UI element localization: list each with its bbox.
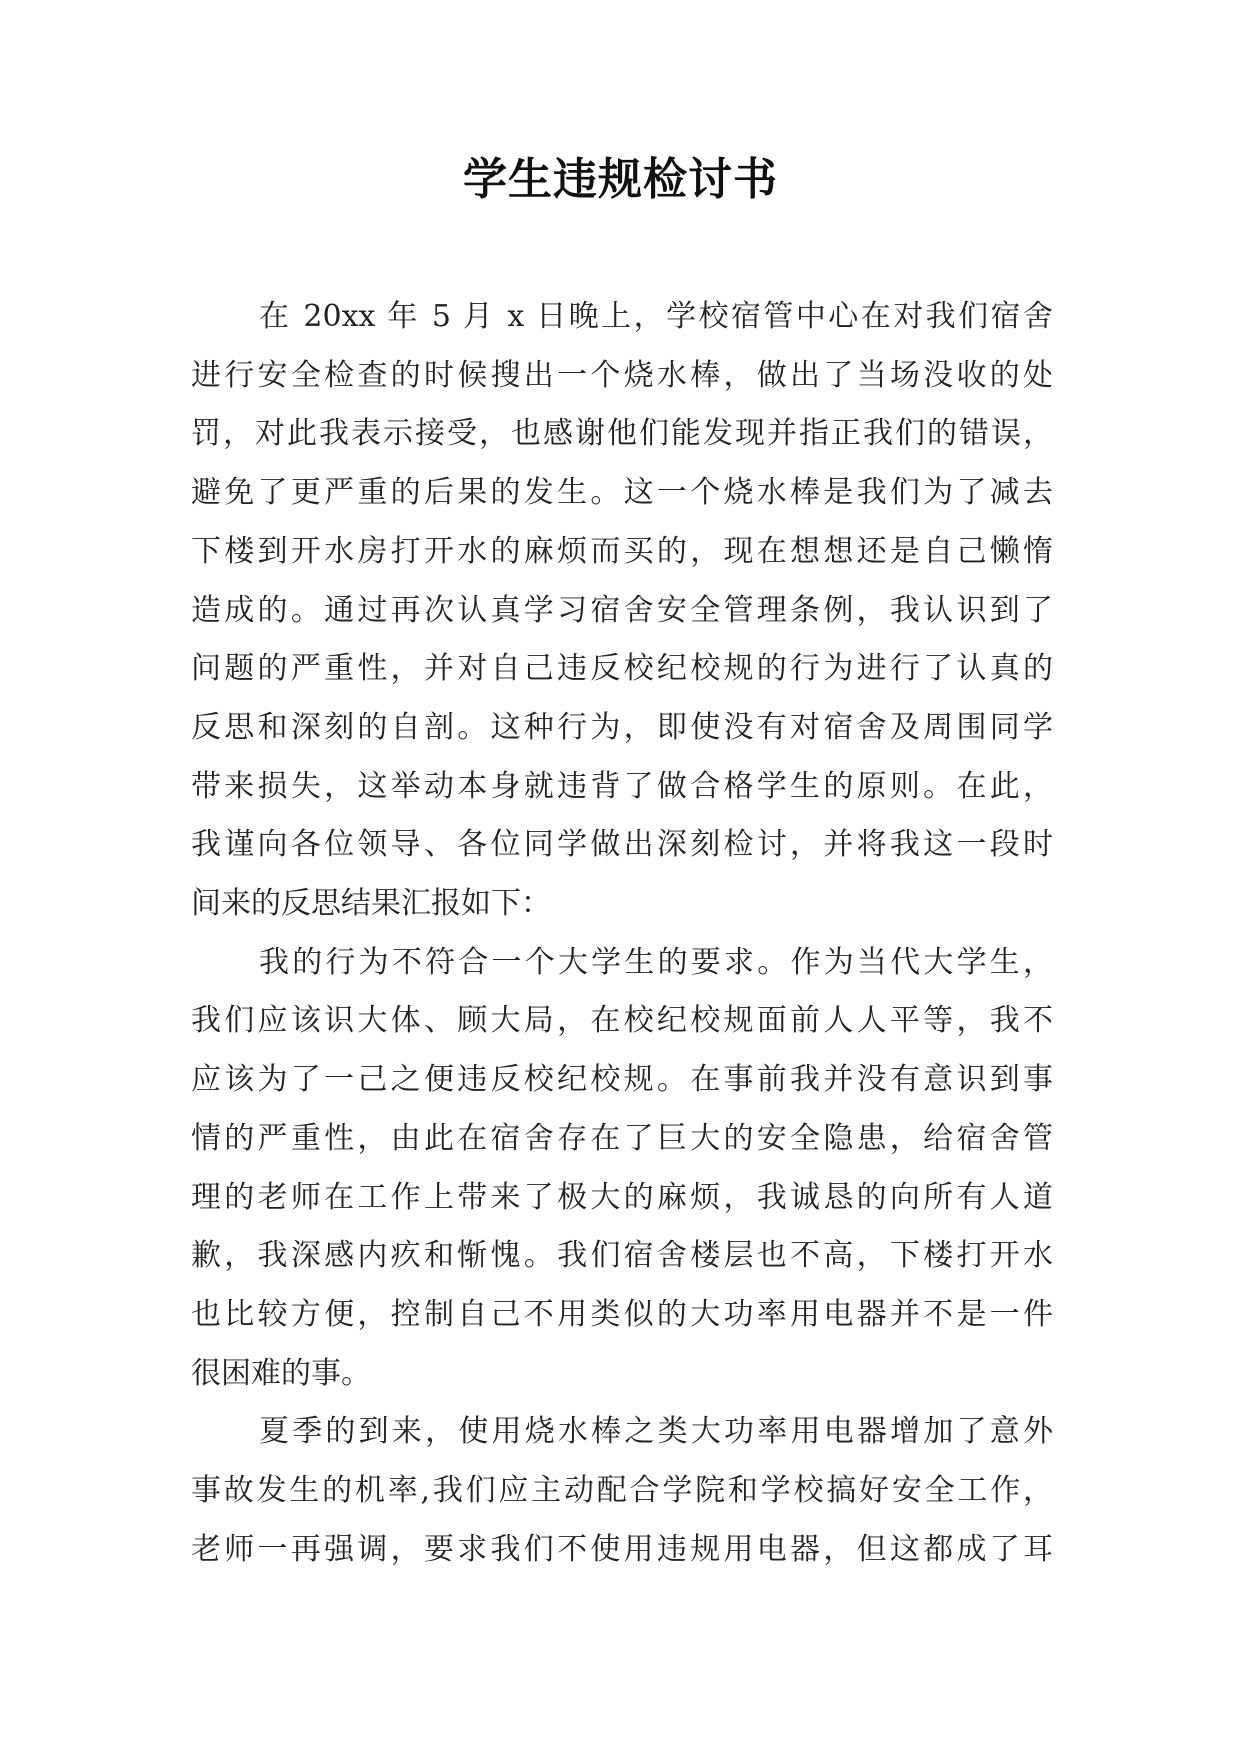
text-line: 进行安全检查的时候搜出一个烧水棒，做出了当场没收的处 <box>191 357 1053 393</box>
text-line: 我们应该识大体、顾大局，在校纪校规面前人人平等，我不 <box>191 1003 1053 1039</box>
text-line: 下楼到开水房打开水的麻烦而买的，现在想想还是自己懒惰 <box>191 533 1053 569</box>
text-line: 老师一再强调，要求我们不使用违规用电器，但这都成了耳 <box>191 1531 1053 1567</box>
text-line: 情的严重性，由此在宿舍存在了巨大的安全隐患，给宿舍管 <box>191 1120 1053 1156</box>
text-line: 问题的严重性，并对自己违反校纪校规的行为进行了认真的 <box>191 651 1053 687</box>
paragraph-1 <box>191 288 1053 934</box>
paragraph-2 <box>191 934 1053 1404</box>
text-line: 事故发生的机率,我们应主动配合学院和学校搞好安全工作， <box>191 1473 1053 1509</box>
text-line: 也比较方便，控制自己不用类似的大功率用电器并不是一件 <box>191 1296 1053 1332</box>
text-line: 很困难的事。 <box>191 1355 371 1391</box>
text-line: 理的老师在工作上带来了极大的麻烦，我诚恳的向所有人道 <box>191 1179 1053 1215</box>
text-line: 歉，我深感内疚和惭愧。我们宿舍楼层也不高，下楼打开水 <box>191 1238 1053 1274</box>
text-line: 避免了更严重的后果的发生。这一个烧水棒是我们为了减去 <box>191 475 1053 511</box>
document-title: 学生违规检讨书 <box>463 154 778 205</box>
text-line: 夏季的到来，使用烧水棒之类大功率用电器增加了意外 <box>259 1414 1053 1450</box>
text-line: 反思和深刻的自剖。这种行为，即使没有对宿舍及周围同学 <box>191 709 1053 745</box>
paragraph-3 <box>191 1403 1053 1579</box>
text-line: 带来损失，这举动本身就违背了做合格学生的原则。在此， <box>191 768 1053 804</box>
text-line: 我谨向各位领导、各位同学做出深刻检讨，并将我这一段时 <box>191 827 1053 863</box>
text-line: 我的行为不符合一个大学生的要求。作为当代大学生， <box>259 944 1053 980</box>
text-line: 应该为了一己之便违反校纪校规。在事前我并没有意识到事 <box>191 1062 1053 1098</box>
text-line: 造成的。通过再次认真学习宿舍安全管理条例，我认识到了 <box>191 592 1053 628</box>
text-line: 间来的反思结果汇报如下： <box>191 886 551 922</box>
text-line: 罚，对此我表示接受，也感谢他们能发现并指正我们的错误， <box>191 416 1053 452</box>
text-line: 在 20xx 年 5 月 x 日晚上，学校宿管中心在对我们宿舍 <box>259 299 1053 334</box>
document-body <box>191 288 1053 1579</box>
